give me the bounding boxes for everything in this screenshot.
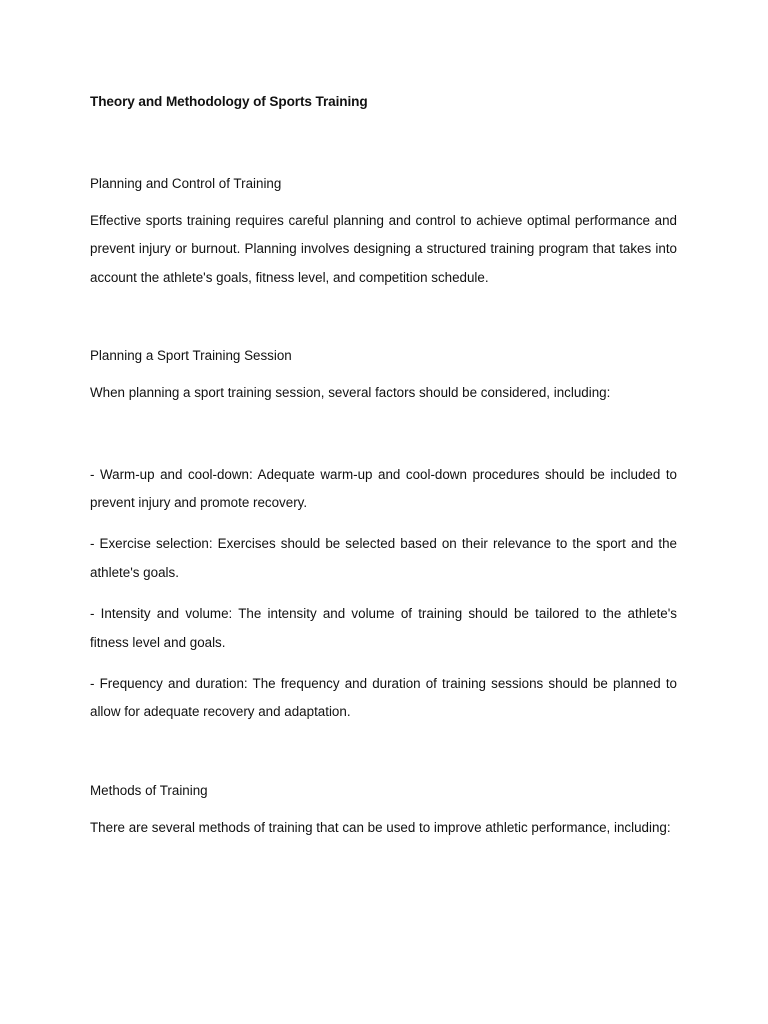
section-intro-planning-session: When planning a sport training session, several factors should be considered, including: (90, 385, 611, 401)
section-paragraph-methods: There are several methods of training that can be used to improve athletic performance, including: (90, 819, 671, 835)
list-item: - Warm-up and cool-down: Adequate warm-up and cool-down procedures should be included to prevent injury and promote recovery. (90, 466, 677, 511)
list-item: - Frequency and duration: The frequency and duration of training sessions should be planned to allow for adequate recovery and adaptation. (90, 676, 677, 720)
section-heading-methods: Methods of Training (90, 782, 208, 798)
section-paragraph-planning-control: Effective sports training requires careful planning and control to achieve optimal performance and prevent injury or burnout. Planning involves designing a structured training program that takes into account the athlete's goals, fitness level, and competition schedule. (90, 213, 677, 285)
list-item: - Intensity and volume: The intensity and volume of training should be tailored to the athlete's fitness level and goals. (90, 606, 677, 650)
section-heading-planning-control: Planning and Control of Training (90, 176, 282, 191)
document-title: Theory and Methodology of Sports Training (90, 94, 368, 109)
document-body (90, 92, 677, 842)
list-item: - Exercise selection: Exercises should be selected based on their relevance to the sport and the athlete's goals. (90, 536, 677, 580)
section-heading-planning-session: Planning a Sport Training Session (90, 348, 292, 364)
